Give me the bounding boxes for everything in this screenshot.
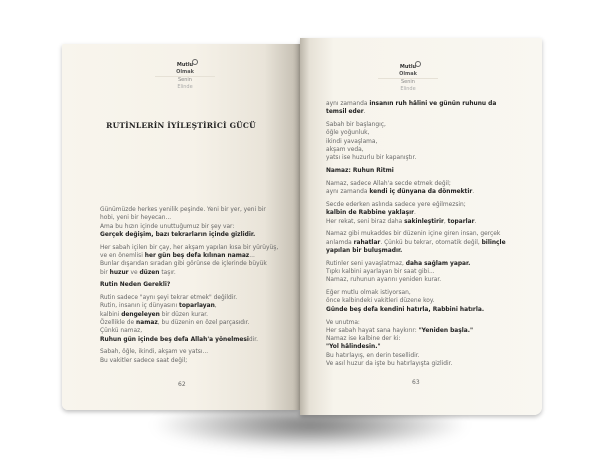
text-line (326, 289, 536, 297)
text-segment: Rutin sadece "aynı şeyi tekrar etmek" değildir. (100, 295, 238, 302)
text-line (326, 247, 536, 255)
bold-text: Ruhun gün içinde beş defa Allah'a yönelmesi (100, 336, 249, 343)
text-segment: bir düzen kurar. (159, 311, 208, 318)
text-segment: ve en önemlisi (100, 252, 145, 259)
text-segment: . (363, 109, 366, 116)
logo-line: Elinde (400, 86, 416, 92)
text-segment: Rutinler seni yavaşlatmaz, (326, 260, 406, 267)
logo-line: Mutlu (176, 62, 194, 68)
text-line (326, 268, 536, 276)
paragraph (100, 244, 300, 277)
text-segment: öğle yoğunluk, (326, 130, 370, 137)
text-segment: hobi, yeni bir heyecan... (100, 215, 172, 222)
text-segment: Ve asıl huzur da işte bu hatırlayışta gizlidir. (326, 361, 453, 368)
text-segment: kalbini (100, 311, 122, 318)
text-line (100, 357, 300, 365)
bold-text: toparlar (447, 218, 475, 225)
paragraph (326, 201, 536, 226)
text-line (326, 180, 536, 188)
text-segment: Namaz, sadece Allah'a secde etmek değil; (326, 180, 451, 187)
text-line (100, 269, 300, 277)
text-segment: Secde ederken aslında sadece yere eğilmezsin; (326, 201, 466, 208)
paragraph (326, 100, 536, 117)
text-segment: Her sabah hayat sana haykırır: (326, 327, 419, 334)
bold-text: sakinleştirir (404, 218, 444, 225)
text-segment: Çünkü namaz, (100, 328, 143, 335)
text-line (100, 311, 300, 319)
bold-text: namaz (136, 320, 158, 327)
text-segment: Her rekat, seni biraz daha (326, 218, 405, 225)
logo-line: Elinde (177, 84, 193, 90)
text-segment: . (472, 189, 475, 196)
text-line (326, 360, 536, 368)
logo-line: Mutlu (399, 64, 417, 70)
text-segment: ikindi yavaşlama, (326, 138, 378, 145)
bold-text: insanın ruh hâlini ve günün ruhunu da (369, 101, 497, 107)
right-body-text (326, 100, 536, 373)
text-segment: Bu vakitler sadece saat değil; (100, 357, 188, 364)
paragraph (326, 289, 536, 314)
text-line (326, 260, 536, 268)
bold-text: kalbin de Rabbine yaklaşır (326, 210, 415, 217)
bold-text: Günde beş defa kendini hatırla, Rabbini hatırla. (326, 306, 485, 313)
bold-text: Namaz: Ruhun Ritmi (326, 168, 394, 175)
text-line (326, 209, 536, 217)
bold-text: dengeleyen (121, 311, 160, 318)
text-line (326, 201, 536, 209)
text-segment: , (443, 218, 448, 225)
text-segment: anlamda (326, 239, 354, 246)
text-line (326, 121, 536, 129)
text-segment: Eğer mutlu olmak istiyorsan, (326, 290, 411, 297)
text-line (100, 223, 300, 231)
paragraph (326, 180, 536, 197)
text-segment: Namaz gibi mukaddes bir düzenin içine giren insan, gerçek (326, 231, 501, 238)
left-body-text (100, 206, 300, 370)
text-line (326, 138, 536, 146)
text-line (326, 230, 536, 238)
paragraph (100, 206, 300, 239)
text-line (326, 167, 536, 175)
text-line (326, 319, 536, 327)
bold-text: temsil eder (326, 109, 364, 116)
text-segment: dir. (248, 336, 259, 343)
text-line (326, 343, 536, 351)
logo-circle-icon (415, 61, 421, 67)
text-segment: Günümüzde herkes yenilik peşinde. Yeni bir yer, yeni bir (100, 207, 266, 213)
text-line (100, 244, 300, 252)
text-line (326, 129, 536, 137)
text-line (100, 319, 300, 327)
right-logo (368, 64, 448, 93)
text-line (100, 302, 300, 310)
text-segment: . (474, 218, 477, 225)
logo-line: Olmak (399, 71, 417, 77)
text-segment: Sabah bir başlangıç, (326, 122, 386, 129)
text-line (326, 218, 536, 226)
text-segment: , (214, 303, 217, 310)
text-line (100, 231, 300, 239)
text-segment: ... (249, 252, 255, 259)
bold-text: toparlayan (179, 303, 215, 310)
text-segment: ve (128, 269, 140, 276)
bold-text: Rutin Neden Gerekli? (100, 282, 171, 289)
page-number-right: 63 (412, 379, 420, 386)
text-line (326, 352, 536, 360)
text-line (326, 335, 536, 343)
text-line (100, 281, 300, 289)
text-segment: Ve unutma: (326, 319, 360, 326)
text-line (100, 252, 300, 260)
page-number-left: 62 (178, 381, 186, 388)
text-segment: akşam veda, (326, 146, 364, 153)
bold-text: düzen (139, 269, 160, 276)
text-segment: . Çünkü bu tekrar, otomatik değil, (380, 239, 482, 246)
text-line (326, 188, 536, 196)
text-line (326, 297, 536, 305)
text-line (326, 108, 536, 116)
paragraph (100, 294, 300, 344)
text-segment: yatsı ise huzurlu bir kapanıştır. (326, 155, 417, 162)
paragraph (326, 121, 536, 162)
text-line (326, 276, 536, 284)
chapter-title: RUTİNLERİN İYİLEŞTİRİCİ GÜCÜ (106, 121, 256, 130)
paragraph (326, 230, 536, 255)
paragraph (326, 319, 536, 369)
text-segment: Sabah, öğle, ikindi, akşam ve yatsı... (100, 349, 209, 356)
text-segment: Bunlar dışarıdan sıradan gibi görünse de içlerinde büyük (100, 261, 267, 268)
bold-text: rahatlar (353, 239, 381, 246)
text-segment: Rutin, insanın iç dünyasını (100, 303, 180, 310)
text-line (100, 260, 300, 268)
bold-text: bilinçle (481, 239, 506, 246)
text-line (326, 306, 536, 314)
text-line (100, 294, 300, 302)
text-line (100, 348, 300, 356)
bold-text: yapılan bir buluşmadır. (326, 247, 403, 254)
text-line (100, 336, 300, 344)
bold-text: "Yeniden başla." (418, 327, 474, 334)
paragraph (326, 260, 536, 285)
text-segment: Namaz, ruhunun ayarını yeniden kurar. (326, 277, 442, 284)
text-line (100, 327, 300, 335)
paragraph (100, 348, 300, 365)
text-segment: Özellikle de (100, 320, 137, 327)
logo-circle-icon (192, 59, 198, 65)
text-segment: Namaz ise kalbine der ki: (326, 336, 401, 343)
bold-text: kendi iç dünyana da dönmektir (369, 189, 473, 196)
paragraph (100, 281, 300, 289)
text-line (100, 214, 300, 222)
text-segment: Ama bu hızın içinde unuttuğumuz bir şey var: (100, 223, 235, 230)
text-segment: Tıpkı kalbini ayarlayan bir saat gibi... (326, 269, 435, 276)
text-segment: aynı zamanda (326, 189, 370, 196)
text-line (326, 100, 536, 108)
bold-text: "Yol hâlindesin." (326, 344, 381, 351)
text-line (326, 146, 536, 154)
text-segment: bir (100, 269, 110, 276)
text-line (100, 206, 300, 214)
bold-text: her gün beş defa kılınan namaz (144, 252, 250, 259)
text-line (326, 327, 536, 335)
text-segment: . (414, 210, 416, 217)
text-segment: önce kalbindeki vakitleri düzene koy. (326, 298, 435, 305)
text-segment: aynı zamanda (326, 101, 370, 107)
text-segment: Bu hatırlayış, en derin tesellidir. (326, 352, 420, 359)
logo-line: Senin (378, 78, 438, 86)
text-line (326, 239, 536, 247)
bold-text: daha sağlam yapar. (405, 260, 471, 267)
left-logo (145, 62, 225, 91)
text-segment: taşır. (159, 269, 176, 276)
text-line (326, 154, 536, 162)
text-segment: , bu düzenin en özel parçasıdır. (157, 320, 250, 327)
bold-text: Gerçek değişim, bazı tekrarların içinde gizlidir. (100, 231, 256, 238)
text-segment: Her sabah içilen bir çay, her akşam yapılan kısa bir yürüyüş, (100, 244, 279, 251)
logo-line: Olmak (176, 69, 194, 75)
bold-text: huzur (109, 269, 129, 276)
paragraph (326, 167, 536, 175)
logo-line: Senin (155, 76, 215, 84)
